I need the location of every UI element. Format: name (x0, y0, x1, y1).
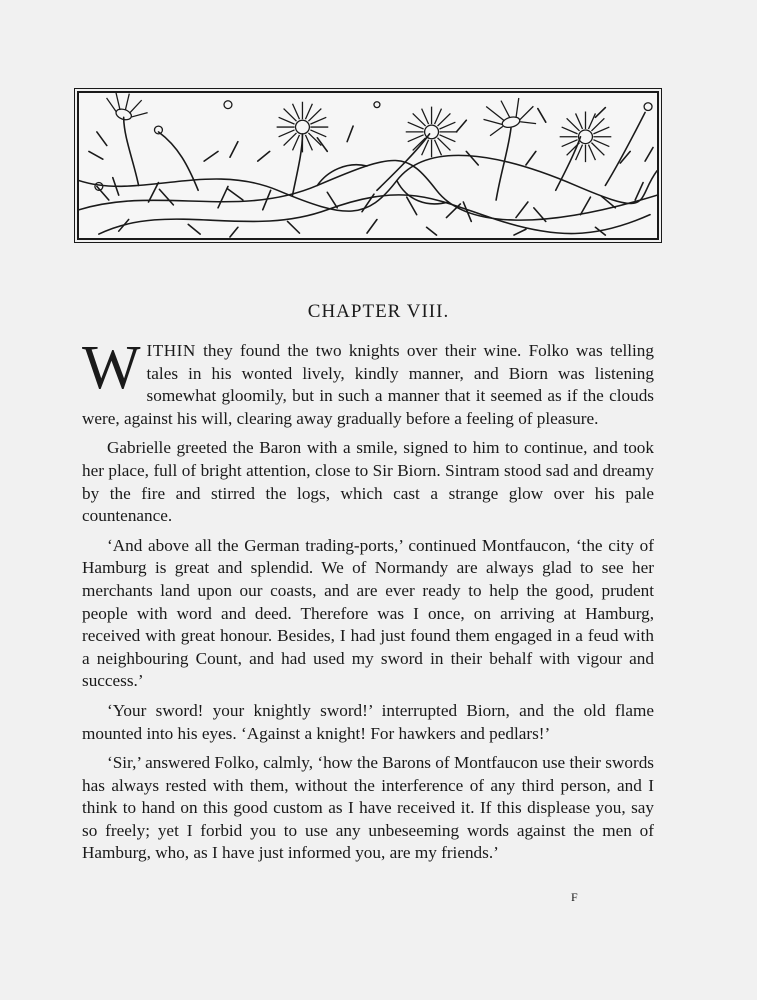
paragraph-1 (82, 334, 654, 430)
opening-word: ITHIN (146, 341, 196, 360)
paragraph-2: Gabrielle greeted the Baron with a smile, signed to him to continue, and took her place, full of bright attention, close to Sir Biorn. Sintram stood sad and dreamy by the fire and stirred the logs, which cast a strange glow over his pale countenance. (82, 438, 654, 526)
drop-cap-initial: W (82, 334, 141, 402)
paragraph-5: ‘Sir,’ answered Folko, calmly, ‘how the Barons of Montfaucon use their swords has always rested with them, without the interference of any third person, and I think to hand on this good custom as I have received it. If this displease you, say so freely; yet I forbid you to use any unbeseeming words against the men of Hamburg, who, as I have just informed you, are my friends.’ (82, 753, 654, 863)
signature-mark: F (571, 890, 578, 904)
paragraph-3: ‘And above all the German trading-ports,’ continued Montfaucon, ‘the city of Hamburg is great and splendid. We of Normandy are always glad to see her merchants land upon our coasts, and are ever ready to help the good, prudent people with word and deed. Therefore was I once, on arriving at Hamburg, received with great honour. Besides, I had just found them engaged in a feud with a neighbouring Count, and had used my sword in their behalf with vigour and success.’ (82, 535, 654, 691)
paragraph-1-text: they found the two knights over their wine. Folko was telling tales in his wonted lively, kindly manner, and Biorn was listening somewhat gloomily, but in such a manner that it seemed as if the clouds were, against his will, clearing away gradually before a feeling of pleasure. (82, 341, 654, 428)
paragraph-4: ‘Your sword! your knightly sword!’ interrupted Biorn, and the old flame mounted into his eyes. ‘Against a knight! For hawkers and pedlars!’ (82, 700, 654, 743)
chapter-title: CHAPTER VIII. (307, 301, 450, 322)
floral-vine-ornament-icon (79, 93, 657, 238)
chapter-body-text (82, 334, 654, 872)
floral-headpiece-illustration (77, 91, 659, 240)
